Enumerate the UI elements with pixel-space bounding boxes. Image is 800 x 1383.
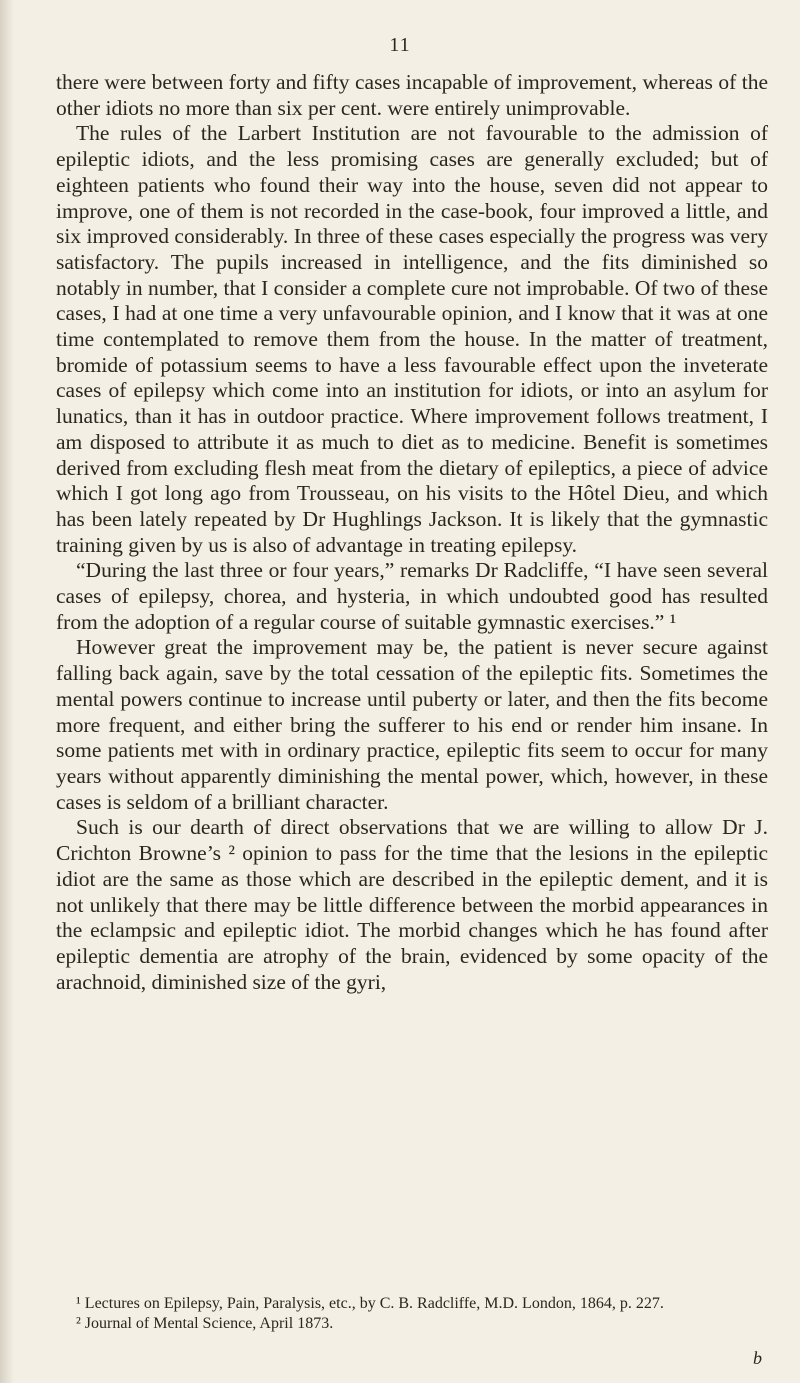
footnote: ² Journal of Mental Science, April 1873. [76, 1315, 334, 1332]
paragraph: “During the last three or four years,” remarks Dr Radcliffe, “I have seen several cases of epilepsy, chorea, and hysteria, in which undoubted good has resulted from the adoption of a regular course of suitable gymnastic exercises.” ¹ [56, 558, 768, 634]
page-edge-shadow [0, 0, 14, 1383]
body-text [56, 70, 768, 995]
paragraph: Such is our dearth of direct observations that we are willing to allow Dr J. Crichton Browne’s ² opinion to pass for the time that the lesions in the epileptic idiot are the same as those which are described in the epileptic dement, and it is not unlikely that there may be little difference between the morbid appearances in the eclampsic and epileptic idiot. The morbid changes which he has found after epileptic dementia are atrophy of the brain, evidenced by some opacity of the arachnoid, diminished size of the gyri, [56, 815, 768, 994]
paragraph: there were between forty and fifty cases incapable of improvement, whereas of the other idiots no more than six per cent. were entirely unimprovable. [56, 70, 768, 120]
page-number: 11 [389, 34, 411, 56]
footnotes [56, 1294, 768, 1334]
footnote: ¹ Lectures on Epilepsy, Pain, Paralysis, etc., by C. B. Radcliffe, M.D. London, 1864, p. 227. [76, 1295, 664, 1312]
paragraph: However great the improvement may be, the patient is never secure against falling back again, save by the total cessation of the epileptic fits. Sometimes the mental powers continue to increase until puberty or later, and then the fits become more frequent, and either bring the sufferer to his end or render him insane. In some patients met with in ordinary practice, epileptic fits seem to occur for many years without apparently diminishing the mental power, which, however, in these cases is seldom of a brilliant character. [56, 635, 768, 814]
signature-mark: b [753, 1348, 762, 1368]
paragraph: The rules of the Larbert Institution are not favourable to the admission of epileptic idiots, and the less promising cases are generally excluded; but of eighteen patients who found their way into the house, seven did not appear to improve, one of them is not recorded in the case-book, four improved a little, and six improved considerably. In three of these cases especially the progress was very satisfactory. The pupils increased in intelligence, and the fits diminished so notably in number, that I consider a complete cure not improbable. Of two of these cases, I had at one time a very unfavourable opinion, and I know that it was at one time contemplated to remove them from the house. In the matter of treatment, bromide of potassium seems to have a less favourable effect upon the inveterate cases of epilepsy which come into an institution for idiots, or into an asylum for lunatics, than it has in outdoor practice. Where improvement follows treatment, I am disposed to attribute it as much to diet as to medicine. Benefit is sometimes derived from excluding flesh meat from the dietary of epileptics, a piece of advice which I got long ago from Trousseau, on his visits to the Hôtel Dieu, and which has been lately repeated by Dr Hughlings Jackson. It is likely that the gymnastic training given by us is also of advantage in treating epilepsy. [56, 121, 769, 557]
